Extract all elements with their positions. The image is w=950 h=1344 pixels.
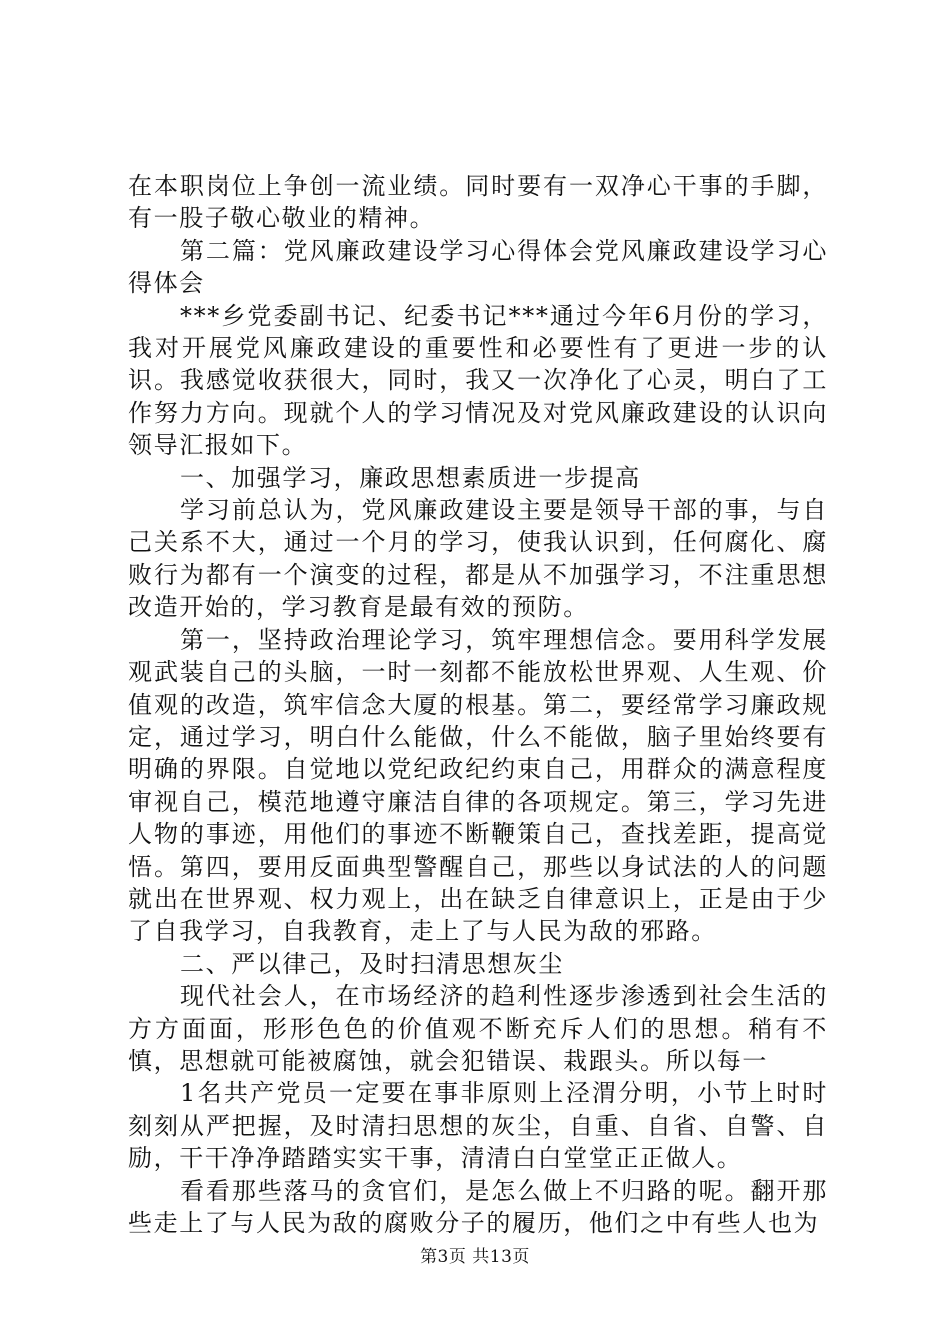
paragraph-1: 在本职岗位上争创一流业绩。同时要有一双净心干事的手脚，有一股子敬心敬业的精神。 xyxy=(128,172,828,233)
section-heading-2: 二、严以律己，及时扫清思想灰尘 xyxy=(180,949,564,978)
paragraph-6: 第一，坚持政治理论学习，筑牢理想信念。要用科学发展观武装自己的头脑，一时一刻都不能放松世界观、人生观、价值观的改造，筑牢信念大厦的根基。第二，要经常学习廉政规定，通过学习，明白什么能做，什么不能做，脑子里始终要有明确的界限。自觉地以党纪政纪约束自己，用群众的满意程度审视自己，模范地遵守廉洁自律的各项规定。第三，学习先进人物的事迹，用他们的事迹不断鞭策自己，查找差距，提高觉悟。第四，要用反面典型警醒自己，那些以身试法的人的问题就出在世界观、权力观上，出在缺乏自律意识上，正是由于少了自我学习，自我教育，走上了与人民为敌的邪路。 xyxy=(128,625,828,946)
page-number-footer: 第3页 共13页 xyxy=(420,1247,530,1267)
paragraph-5: 学习前总认为，党风廉政建设主要是领导干部的事，与自己关系不大，通过一个月的学习，使我认识到，任何腐化、腐败行为都有一个演变的过程，都是从不加强学习，不注重思想改造开始的，学习教育是最有效的预防。 xyxy=(128,496,828,622)
paragraph-2-title: 第二篇：党风廉政建设学习心得体会党风廉政建设学习心得体会 xyxy=(128,236,828,298)
paragraph-9: 1名共产党员一定要在事非原则上泾渭分明，小节上时时刻刻从严把握，及时清扫思想的灰尘，自重、自省、自警、自励，干干净净踏踏实实干事，清清白白堂堂正正做人。 xyxy=(128,1079,828,1173)
paragraph-10: 看看那些落马的贪官们，是怎么做上不归路的呢。翻开那些走上了与人民为敌的腐败分子的履历，他们之中有些人也为 xyxy=(128,1176,828,1237)
document-body xyxy=(128,170,828,1239)
paragraph-8: 现代社会人，在市场经济的趋利性逐步渗透到社会生活的方方面面，形形色色的价值观不断充斥人们的思想。稍有不慎，思想就可能被腐蚀，就会犯错误、栽跟头。所以每一 xyxy=(128,982,828,1075)
section-heading-1: 一、加强学习，廉政思想素质进一步提高 xyxy=(180,463,641,492)
paragraph-3: ***乡党委副书记、纪委书记***通过今年6月份的学习，我对开展党风廉政建设的重要性和必要性有了更进一步的认识。我感觉收获很大，同时，我又一次净化了心灵，明白了工作努力方向。现就个人的学习情况及对党风廉政建设的认识向领导汇报如下。 xyxy=(128,301,828,460)
